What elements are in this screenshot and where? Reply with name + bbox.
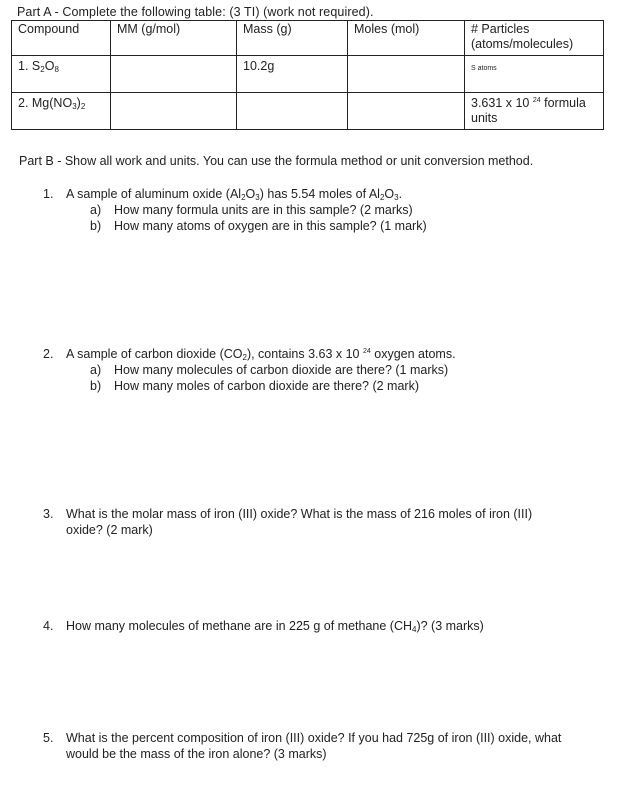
table-row <box>12 93 604 130</box>
cell-moles[interactable] <box>348 56 465 93</box>
header-particles: # Particles (atoms/molecules) <box>465 21 604 56</box>
cell-particles[interactable]: S atoms <box>465 56 604 93</box>
question-number: 4. <box>43 619 54 633</box>
cell-compound[interactable]: 2. $Mg(NO_3)_2$ <box>12 93 111 130</box>
question-number: 2. <box>43 347 54 361</box>
question-number: 5. <box>43 731 54 745</box>
question-number: 3. <box>43 507 54 521</box>
question-stem: What is the molar mass of iron (III) oxide? What is the mass of 216 moles of iron (III) oxide? (2 mark) <box>66 507 533 537</box>
header-mass: Mass (g) <box>237 21 348 56</box>
part-a-title: Part A - Complete the following table: (3 TI) (work not required). <box>17 5 374 19</box>
question-stem: How many molecules of methane are in 225 g of methane $(CH_4)$? (3 marks) <box>66 619 484 634</box>
cell-mm[interactable] <box>111 56 237 93</box>
table-row <box>12 56 604 93</box>
data-table <box>11 20 604 130</box>
table-header-row <box>12 21 604 56</box>
question-stem: A sample of aluminum oxide $(Al_2O_3)$ has 5.54 moles of $Al_2O_3$. <box>66 187 403 202</box>
cell-mass[interactable] <box>237 93 348 130</box>
cell-particles[interactable]: 3.631 x 10 $^{24}$ formula units <box>465 93 604 130</box>
header-mm: MM (g/mol) <box>111 21 237 56</box>
cell-mm[interactable] <box>111 93 237 130</box>
question-stem: What is the percent composition of iron (III) oxide? If you had 725g of iron (III) oxide, what would be the mass of the iron alone? (3 marks) <box>66 731 562 761</box>
question-number: 1. <box>43 187 54 201</box>
cell-moles[interactable] <box>348 93 465 130</box>
header-moles: Moles (mol) <box>348 21 465 56</box>
part-b-title: Part B - Show all work and units. You can use the formula method or unit conversion method. <box>19 154 534 168</box>
question-stem: A sample of carbon dioxide $(CO_2)$, contains 3.63 x 10 $^{24}$ oxygen atoms. <box>66 347 456 362</box>
header-compound: Compound <box>12 21 111 56</box>
cell-mass[interactable]: 10.2g <box>237 56 348 93</box>
cell-compound[interactable]: 1. $S_2O_8$ <box>12 56 111 93</box>
